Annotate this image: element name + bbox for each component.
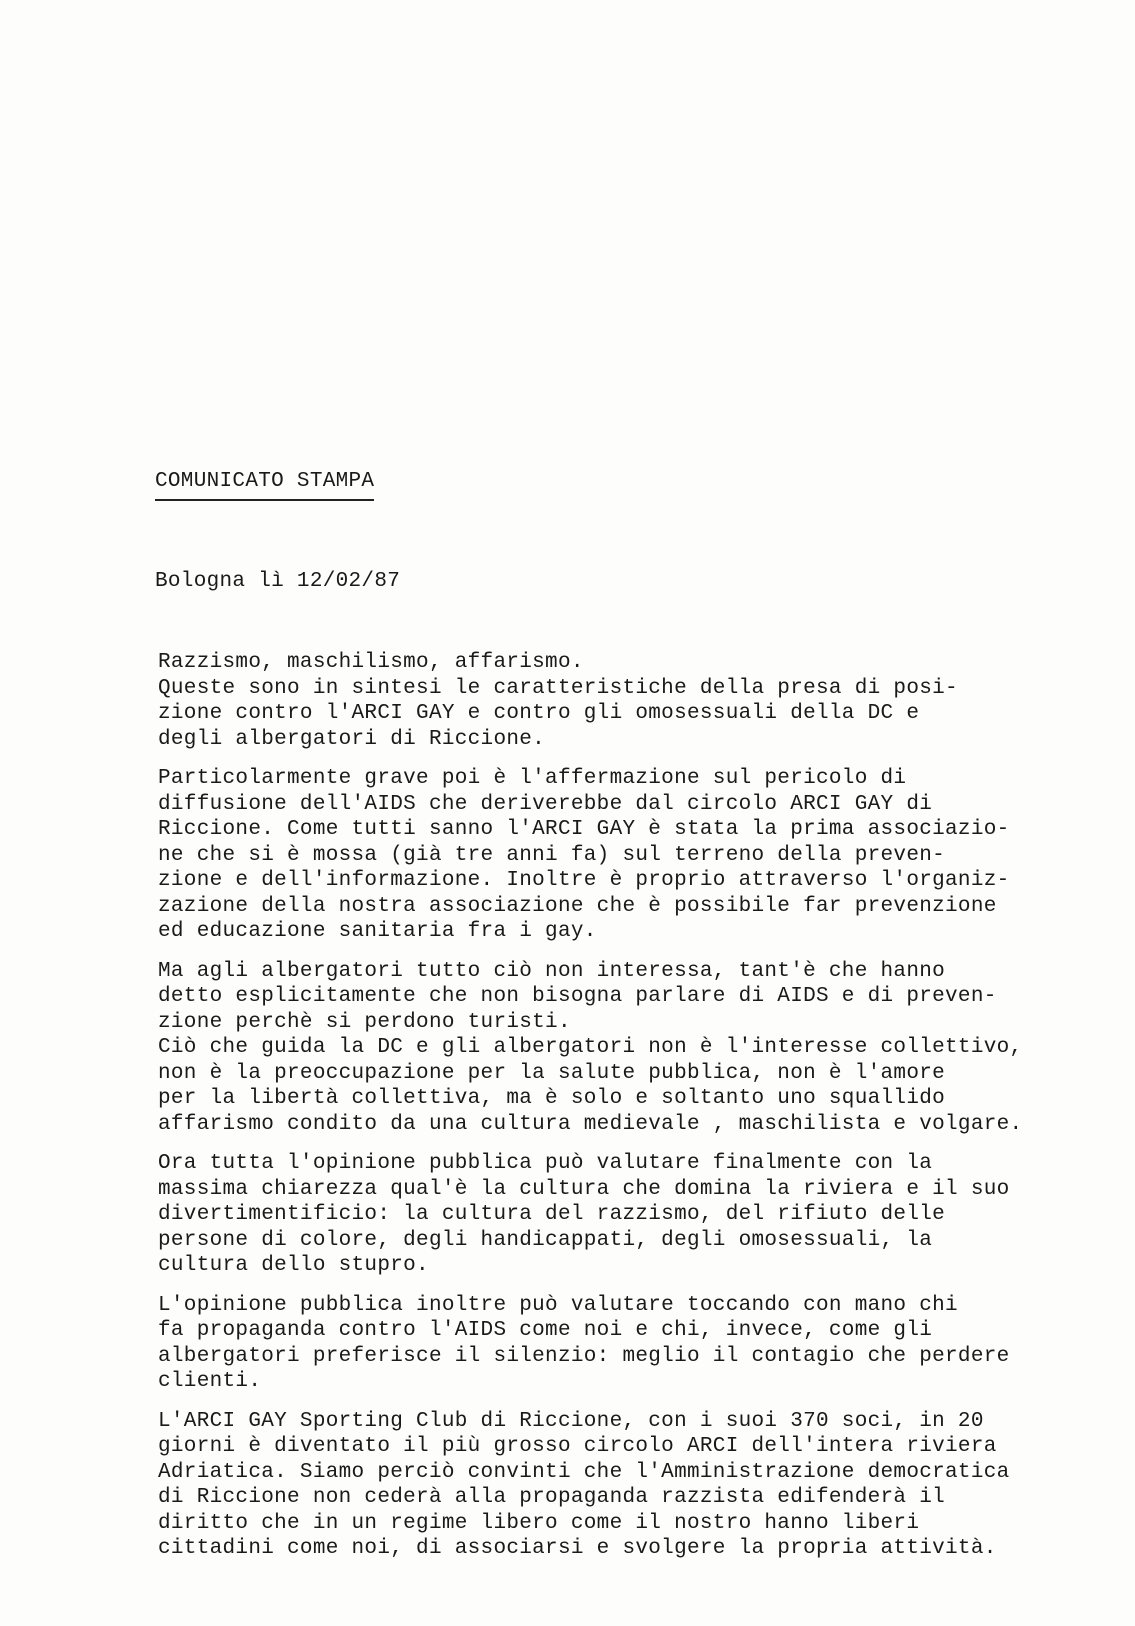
text-line: non è la preoccupazione per la salute pubblica, non è l'amore: [158, 1061, 946, 1085]
text-line: Ciò che guida la DC e gli albergatori non è l'interesse collettivo,: [158, 1036, 1023, 1059]
document-heading: COMUNICATO STAMPA: [155, 470, 374, 501]
text-line: persone di colore, degli handicappati, degli omosessuali, la: [158, 1228, 933, 1252]
text-line: albergatori preferisce il silenzio: meglio il contagio che perdere: [158, 1344, 1010, 1368]
text-line: diffusione dell'AIDS che deriverebbe dal circolo ARCI GAY di: [158, 792, 933, 816]
text-line: ne che si è mossa (già tre anni fa) sul terreno della preven-: [158, 843, 946, 867]
text-line: giorni è diventato il più grosso circolo ARCI dell'intera riviera: [158, 1435, 997, 1458]
text-line: Ma agli albergatori tutto ciò non interessa, tant'è che hanno: [158, 959, 946, 983]
text-line: zione perchè si perdono turisti.: [158, 1010, 571, 1034]
text-line: zione e dell'informazione. Inoltre è proprio attraverso l'organiz-: [158, 869, 1010, 892]
text-line: Particolarmente grave poi è l'affermazione sul pericolo di: [158, 767, 907, 790]
dateline: Bologna lì 12/02/87: [155, 570, 401, 593]
text-line: detto esplicitamente che non bisogna parlare di AIDS e di preven-: [158, 985, 997, 1008]
text-line: di Riccione non cederà alla propaganda razzista edifenderà il: [158, 1486, 946, 1509]
text-line: fa propaganda contro l'AIDS come noi e chi, invece, come gli: [158, 1319, 933, 1342]
text-line: clienti.: [158, 1370, 262, 1393]
text-line: zione contro l'ARCI GAY e contro gli omosessuali della DC e: [158, 702, 920, 725]
paragraph: [158, 959, 1098, 1138]
text-line: Riccione. Come tutti sanno l'ARCI GAY è stata la prima associazio-: [158, 818, 1010, 841]
text-line: zazione della nostra associazione che è possibile far prevenzione: [158, 894, 997, 918]
text-line: L'opinione pubblica inoltre può valutare toccando con mano chi: [158, 1293, 958, 1317]
text-line: L'ARCI GAY Sporting Club di Riccione, con i suoi 370 soci, in 20: [158, 1409, 984, 1433]
text-line: ed educazione sanitaria fra i gay.: [158, 920, 597, 943]
paragraph: [158, 1409, 1098, 1562]
text-line: Adriatica. Siamo perciò convinti che l'Amministrazione democratica: [158, 1460, 1010, 1484]
text-line: per la libertà collettiva, ma è solo e soltanto uno squallido: [158, 1087, 946, 1110]
text-line: Ora tutta l'opinione pubblica può valutare finalmente con la: [158, 1152, 933, 1175]
paragraph: [158, 1151, 1098, 1279]
text-line: Razzismo, maschilismo, affarismo.: [158, 651, 584, 674]
text-line: degli albergatori di Riccione.: [158, 727, 546, 751]
document-body: [158, 650, 1098, 1576]
text-line: cultura dello stupro.: [158, 1254, 429, 1277]
text-line: diritto che in un regime libero come il nostro hanno liberi: [158, 1511, 920, 1535]
text-line: massima chiarezza qual'è la cultura che domina la riviera e il suo: [158, 1177, 1010, 1201]
text-line: divertimentificio: la cultura del razzismo, del rifiuto delle: [158, 1203, 946, 1226]
text-line: Queste sono in sintesi le caratteristiche della presa di posi-: [158, 676, 958, 700]
text-line: affarismo condito da una cultura medievale , maschilista e volgare.: [158, 1112, 1023, 1136]
paragraph: [158, 766, 1098, 945]
paragraph: [158, 1293, 1098, 1395]
text-line: cittadini come noi, di associarsi e svolgere la propria attività.: [158, 1537, 997, 1560]
paragraph: [158, 650, 1098, 752]
